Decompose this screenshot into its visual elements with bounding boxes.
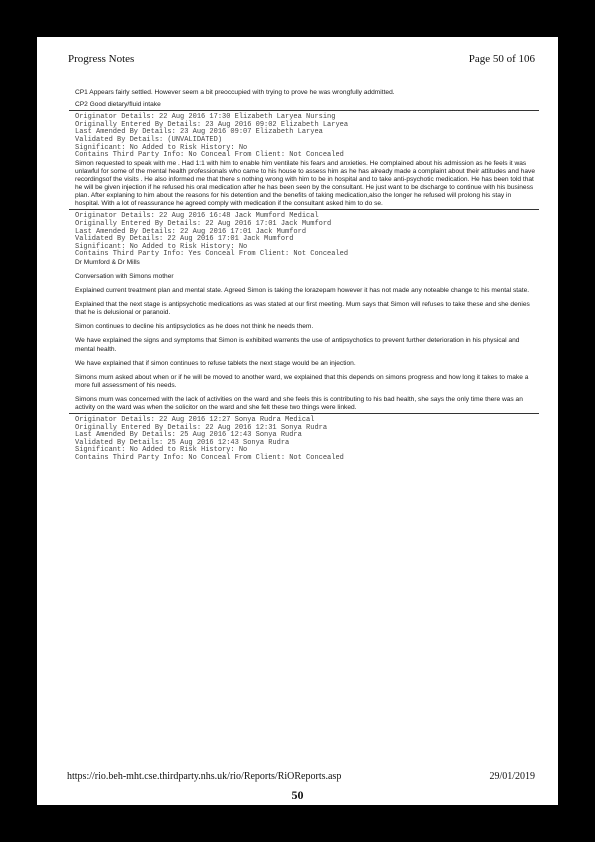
section2-paragraph: Simon continues to decline his antipsyclotics as he does not think he needs them. <box>75 323 314 331</box>
meta-line: Originally Entered By Details: 22 Aug 2016 17:01 Jack Mumford <box>75 219 332 228</box>
meta-line: Last Amended By Details: 22 Aug 2016 17:01 Jack Mumford <box>75 227 307 236</box>
meta-line: Originally Entered By Details: 23 Aug 2016 09:02 Elizabeth Laryea <box>75 120 349 129</box>
meta-line: Last Amended By Details: 23 Aug 2016 09:07 Elizabeth Laryea <box>75 128 323 137</box>
meta-line: Validated By Details: (UNVALIDATED) <box>75 135 223 144</box>
meta-line: Originator Details: 22 Aug 2016 12:27 Sonya Rudra Medical <box>75 416 315 425</box>
meta-line: Originator Details: 22 Aug 2016 17:30 Elizabeth Laryea Nursing <box>75 113 336 122</box>
meta-line: Contains Third Party Info: Yes Conceal From Client: Not Concealed <box>75 250 349 259</box>
meta-line: Validated By Details: 25 Aug 2016 12:43 Sonya Rudra <box>75 438 290 447</box>
meta-line: Last Amended By Details: 25 Aug 2016 12:43 Sonya Rudra <box>75 431 302 440</box>
meta-line: Originally Entered By Details: 22 Aug 2016 12:31 Sonya Rudra <box>75 423 328 432</box>
progress-notes-content <box>75 89 535 463</box>
header-title: Progress Notes <box>68 53 135 65</box>
section1-body: Simon requested to speak with me . Had 1:1 with him to enable him ventilate his fears and anxieties. He complained about his admission as he feels it was unlawful for some of the mental health professionals who came to his house to assess him as he has already made a complaint about their attitudes and have recordingsof the visits . He also informed me that there s nothing wrong with him to be in hospital and to take anti-psychotic medication. He has been told that he will be given injection if he refused his oral medication after he has been seen by the consultant. He just want to be dscharge to continue with his business plan. After explaning to him about the reasons for his detention and the benefits of taking medication,also the longer he refused will prolong his stay in hospital. With a lot of reassurance he agreed comply with medication if the consultant asked him to do se. <box>75 159 535 208</box>
section1-meta <box>75 114 535 160</box>
section2-paragraph: Conversation with Simons mother <box>75 272 174 280</box>
section2-paragraph: Explained current treatment plan and mental state. Agreed Simon is taking the lorazepam however it has not made any noteable change tc his mental state. <box>75 287 530 295</box>
meta-line: Validated By Details: 22 Aug 2016 17:01 Jack Mumford <box>75 235 294 244</box>
section2-authors: Dr Mumford & Dr Mills <box>75 258 140 266</box>
meta-line: Originator Details: 22 Aug 2016 16:48 Jack Mumford Medical <box>75 212 319 221</box>
footer-url: https://rio.beh-mht.cse.thirdparty.nhs.uk/rio/Reports/RiOReports.asp <box>67 771 342 782</box>
section2-meta <box>75 213 535 259</box>
meta-line: Contains Third Party Info: No Conceal From Client: Not Concealed <box>75 151 344 160</box>
section-divider <box>69 209 539 210</box>
document-page <box>37 37 558 805</box>
section2-paragraph: Explained that the next stage is antipsychotic medications as was stated at our first meeting. Mum says that Simon will refuses to take these and she denies that he is delusional or paranoid. <box>75 301 530 317</box>
section2-paragraph: Simons mum asked about when or if he will be moved to another ward, we explained that this depends on simons progress and how long it takes to make a more full assessment of his needs. <box>75 373 529 389</box>
page-number: 50 <box>291 788 304 802</box>
section-divider <box>69 413 539 414</box>
intro-note: CP1 Appears fairly settled. However seem a bit preoccupied with trying to prove he was wrongfully addmitted. <box>75 89 395 96</box>
section2-paragraph: We have explained that if simon continues to refuse tablets the next stage would be an injection. <box>75 359 356 367</box>
header-page-count: Page 50 of 106 <box>468 53 535 65</box>
meta-line: Significant: No Added to Risk History: No <box>75 446 248 455</box>
section2-paragraph: We have explained the signs and symptoms that Simon is exhibited warrents the use of antipsychotics to prevent further deterioration in his physical and mental health. <box>75 337 520 353</box>
section1-title: CP2 Good dietary/fluid intake <box>75 101 161 109</box>
footer-date: 29/01/2019 <box>489 771 535 782</box>
section-divider <box>69 110 539 111</box>
section3-meta <box>75 417 535 463</box>
meta-line: Contains Third Party Info: No Conceal From Client: Not Concealed <box>75 454 344 463</box>
meta-line: Significant: No Added to Risk History: No <box>75 242 248 251</box>
section2-paragraph: Simons mum was concerned with the lack of activities on the ward and she feels this is contributing to his bad health, she says the only time there was an activity on the ward was when the solicitor on the ward and she felt these two things were linked. <box>75 395 523 411</box>
meta-line: Significant: No Added to Risk History: No <box>75 143 248 152</box>
